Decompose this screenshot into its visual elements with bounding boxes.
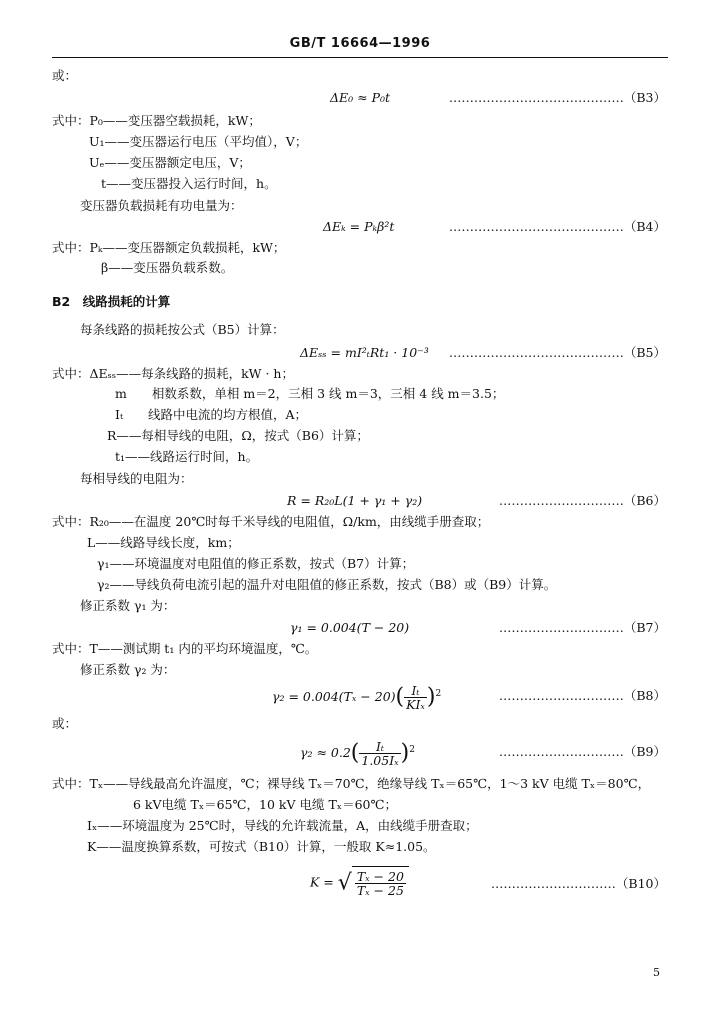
text-line: K——温度换算系数，可按式（B10）计算，一般取 K≈1.05。 <box>87 839 436 854</box>
text-line: 修正系数 γ₂ 为： <box>80 662 176 677</box>
equation-b9-exponent: 2 <box>409 745 415 755</box>
equation-ref-b3: ……………………………………（B3） <box>448 90 666 105</box>
square-root: √ $\frac{\text{Tₓ − 20}}{\text{Tₓ − 25}}$ <box>338 866 409 900</box>
text-line: γ₁——环境温度对电阻值的修正系数，按式（B7）计算； <box>97 556 415 571</box>
equation-b10-left: K = <box>310 874 334 890</box>
equation-b3: ΔE₀ ≈ P₀t <box>330 90 391 105</box>
equation-b9-left: γ₂ ≈ 0.2 <box>300 745 351 761</box>
text-line: 式中：R₂₀——在温度 20℃时每千米导线的电阻值，Ω/km，由线缆手册查取； <box>52 514 490 529</box>
equation-b9-denominator: 1.05Iₓ <box>361 753 399 769</box>
section-heading: B2 线路损耗的计算 <box>52 294 171 309</box>
text-line: t——变压器投入运行时间，h。 <box>101 176 277 191</box>
equation-b8-numerator: Iₜ <box>404 684 427 698</box>
text-line: 每条线路的损耗按公式（B5）计算： <box>80 322 285 337</box>
equation-b8-denominator: KIₓ <box>406 697 425 713</box>
text-line: L——线路导线长度，km； <box>87 535 240 550</box>
text-line: 6 kV电缆 Tₓ＝65℃，10 kV 电缆 Tₓ＝60℃； <box>133 797 397 812</box>
equation-b5: ΔEₛₛ = mI²ₜRt₁ · 10⁻³ <box>300 345 429 360</box>
text-line: R——每相导线的电阻，Ω，按式（B6）计算； <box>107 428 369 443</box>
text-line: 式中：Pₖ——变压器额定负载损耗，kW； <box>52 240 286 255</box>
equation-b4: ΔEₖ = Pₖβ²t <box>323 219 395 234</box>
equation-b8-exponent: 2 <box>435 689 442 699</box>
equation-b8: γ₂ = 0.004(Tₓ − 20)( $\frac{\text{Iₜ}}{\text{KIₓ}}$ )$^2$ <box>272 683 442 713</box>
text-line: U₁——变压器运行电压（平均值），V； <box>89 134 308 149</box>
text-line: β——变压器负载系数。 <box>101 260 234 275</box>
text-line: t₁——线路运行时间，h。 <box>115 449 259 464</box>
equation-b6: R = R₂₀L(1 + γ₁ + γ₂) <box>287 493 423 508</box>
text-line: γ₂——导线负荷电流引起的温升对电阻值的修正系数，按式（B8）或（B9）计算。 <box>97 577 557 592</box>
text-line: 式中：P₀——变压器空载损耗，kW； <box>52 113 261 128</box>
equation-b7: γ₁ = 0.004(T − 20) <box>290 620 410 635</box>
equation-ref-b4: ……………………………………（B4） <box>448 219 666 234</box>
equation-ref-b7: …………………………（B7） <box>498 620 666 635</box>
equation-ref-b5: ……………………………………（B5） <box>448 345 666 360</box>
equation-ref-b10: …………………………（B10） <box>490 876 666 891</box>
header-rule <box>52 57 668 58</box>
text-line: 每相导线的电阻为： <box>80 471 193 486</box>
equation-b10-denominator: Tₓ − 25 <box>356 883 404 898</box>
equation-b8-left: γ₂ = 0.004(Tₓ − 20) <box>272 689 396 705</box>
text-line: m 相数系数，单相 m＝2，三相 3 线 m＝3，三相 4 线 m＝3.5； <box>115 386 505 401</box>
text-line: 变压器负载损耗有功电量为： <box>80 198 243 213</box>
equation-b10-numerator: Tₓ − 20 <box>356 869 404 884</box>
text-line: 式中：Tₓ——导线最高允许温度，℃；裸导线 Tₓ＝70℃，绝缘导线 Tₓ＝65℃，1～3 kV 电缆 Tₓ＝80℃， <box>52 776 651 791</box>
text-line: Iₜ 线路中电流的均方根值，A； <box>115 407 308 422</box>
equation-b9: γ₂ ≈ 0.2( $\frac{\text{Iₜ}}{\text{1.05Iₓ}}$ )$^2$ <box>300 739 415 769</box>
text-line: 或： <box>52 68 78 83</box>
text-line: 或： <box>52 716 78 731</box>
text-line: 修正系数 γ₁ 为： <box>80 598 176 613</box>
equation-b9-numerator: Iₜ <box>359 740 400 754</box>
text-line: 式中：T——测试期 t₁ 内的平均环境温度，℃。 <box>52 641 318 656</box>
equation-ref-b9: …………………………（B9） <box>498 744 666 759</box>
page-number: 5 <box>653 966 660 979</box>
equation-ref-b6: …………………………（B6） <box>498 493 666 508</box>
equation-b10 <box>310 866 409 900</box>
text-line: Uₑ——变压器额定电压，V； <box>89 155 251 170</box>
document-header: GB/T 16664—1996 <box>289 36 431 51</box>
equation-ref-b8: …………………………（B8） <box>498 688 666 703</box>
text-line: 式中：ΔEₛₛ——每条线路的损耗，kW · h； <box>52 366 294 381</box>
text-line: Iₓ——环境温度为 25℃时，导线的允许载流量，A，由线缆手册查取； <box>87 818 478 833</box>
